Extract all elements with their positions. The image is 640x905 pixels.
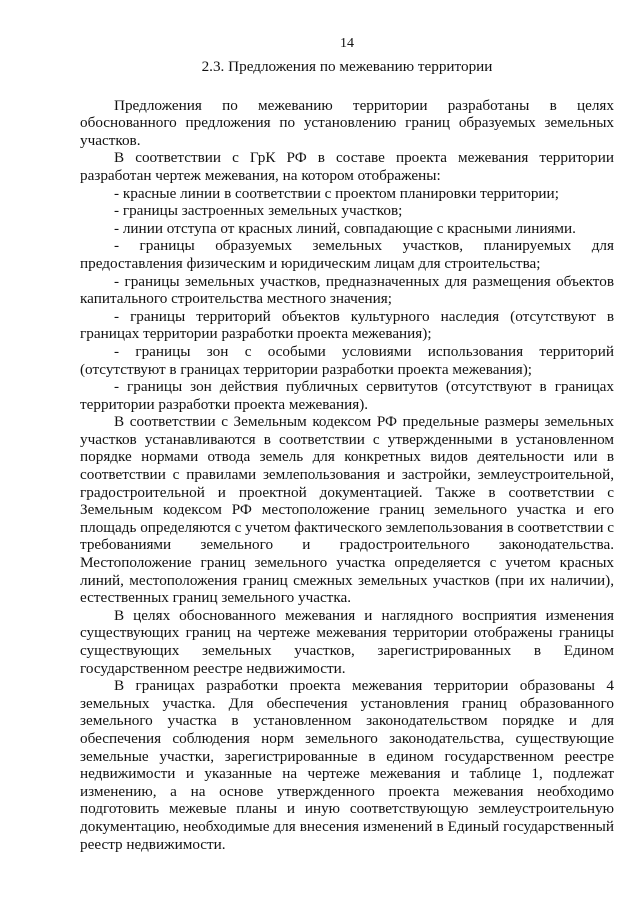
list-item: - границы зон действия публичных сервитутов (отсутствуют в границах территории разработки проекта межевания). bbox=[80, 378, 614, 413]
list-item: - границы территорий объектов культурного наследия (отсутствуют в границах территории разработки проекта межевания); bbox=[80, 307, 614, 343]
list-item: - красные линии в соответствии с проектом планировки территории; bbox=[114, 184, 559, 202]
paragraph: В соответствии с ГрК РФ в составе проекта межевания территории разработан чертеж межевания, на котором отображены: bbox=[80, 149, 614, 184]
list-item: - границы зон с особыми условиями использования территорий (отсутствуют в границах территории разработки проекта межевания); bbox=[80, 342, 614, 378]
paragraph: Предложения по межеванию территории разработаны в целях обоснованного предложения по установлению границ образуемых земельных участков. bbox=[80, 96, 614, 149]
list-item: - границы образуемых земельных участков, планируемых для предоставления физическим и юридическим лицам для строительства; bbox=[80, 237, 614, 272]
list-item: - линии отступа от красных линий, совпадающие с красными линиями. bbox=[114, 219, 576, 237]
paragraph: В границах разработки проекта межевания территории образованы 4 земельных участка. Для обеспечения установления границ образованного земельного участка в установленном законодательством порядке и для обеспечения соблюдения норм земельного законодательства, существующие земельные участки, зарегистрированные в едином государственном реестре недвижимости и указанные на чертеже межевания и таблице 1, подлежат изменению, а на основе утвержденного проекта межевания необходимо подготовить межевые планы и иную соответствующую землеустроительную документацию, необходимые для внесения изменений в Единый государственный реестр недвижимости. bbox=[80, 677, 614, 853]
document-body bbox=[80, 97, 614, 854]
paragraph: В соответствии с Земельным кодексом РФ предельные размеры земельных участков устанавливаются в соответствии с утвержденными в установленном порядке нормами отвода земель для конкретных видов деятельности или в соответствии с правилами землепользования и застройки, землеустроительной, градостроительной и проектной документацией. Также в соответствии с Земельным кодексом РФ местоположение границ земельного участка и его площадь определяются с учетом фактического землепользования в соответствии с требованиями земельного и градостроительного законодательства. Местоположение границ земельного участка определяется с учетом красных линий, местоположения границ смежных земельных участков (при их наличии), естественных границ земельного участка. bbox=[80, 413, 614, 607]
list-item: - границы земельных участков, предназначенных для размещения объектов капитального строительства местного значения; bbox=[80, 272, 614, 308]
paragraph: В целях обоснованного межевания и наглядного восприятия изменения существующих границ на чертеже межевания территории отображены границы существующих земельных участков, зарегистрированных в Едином государственном реестре недвижимости. bbox=[80, 606, 614, 677]
list-item: - границы застроенных земельных участков; bbox=[114, 202, 403, 220]
section-title: 2.3. Предложения по межеванию территории bbox=[201, 58, 493, 75]
page-number: 14 bbox=[340, 36, 354, 51]
